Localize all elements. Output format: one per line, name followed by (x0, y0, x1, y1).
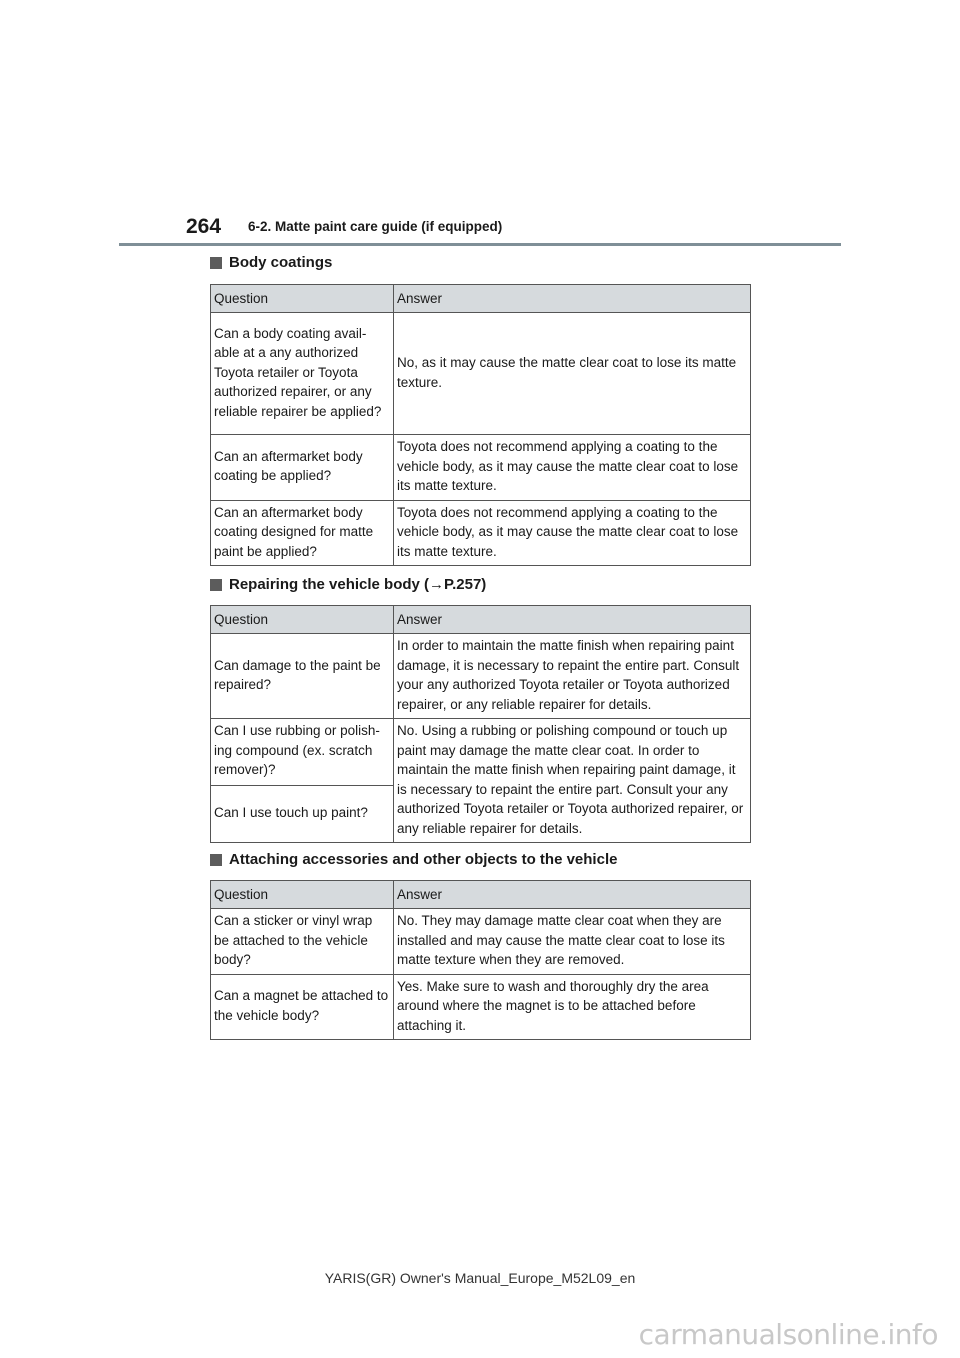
column-header-answer: Answer (394, 606, 751, 634)
column-header-answer: Answer (394, 285, 751, 313)
table-row (211, 313, 751, 435)
section-title: 6-2. Matte paint care guide (if equipped) (248, 219, 503, 234)
subhead-label: Attaching accessories and other objects to the vehicle (229, 851, 618, 868)
column-header-question: Question (211, 881, 394, 909)
question-cell: Can a body coating avail-able at a any authorized Toyota retailer or Toyota authorized repairer, or any reliable repairer be applied? (211, 313, 394, 435)
table-row (211, 435, 751, 501)
table-row (211, 909, 751, 975)
answer-cell: No. They may damage matte clear coat when they are installed and may cause the matte clear coat to lose its matte texture when they are removed. (394, 909, 751, 975)
repairing-table (210, 605, 751, 843)
question-cell: Can an aftermarket body coating designed for matte paint be applied? (211, 500, 394, 566)
table-row (211, 974, 751, 1040)
answer-cell: No. Using a rubbing or polishing compound or touch up paint may damage the matte clear coat. In order to maintain the matte finish when repairing paint damage, it is necessary to repaint the entire part. Consult your any authorized Toyota retailer or Toyota authorized repairer, or any reliable repairer for details. (394, 719, 751, 843)
header-rule (119, 243, 841, 246)
bullet-square-icon (210, 854, 222, 866)
table-row (211, 500, 751, 566)
answer-cell: No, as it may cause the matte clear coat to lose its matte texture. (394, 313, 751, 435)
body-coatings-table (210, 284, 751, 566)
subhead-body-coatings (210, 254, 332, 271)
footer-manual-id: YARIS(GR) Owner's Manual_Europe_M52L09_en (324, 1270, 636, 1286)
bullet-square-icon (210, 257, 222, 269)
table-row (211, 719, 751, 786)
question-cell: Can a sticker or vinyl wrap be attached to the vehicle body? (211, 909, 394, 975)
column-header-question: Question (211, 285, 394, 313)
answer-cell: In order to maintain the matte finish when repairing paint damage, it is necessary to repaint the entire part. Consult your any authorized Toyota retailer or Toyota authorized repairer, or any reliable repairer for details. (394, 634, 751, 719)
question-cell: Can I use rubbing or polish-ing compound (ex. scratch remover)? (211, 719, 394, 786)
question-cell: Can I use touch up paint? (211, 786, 394, 843)
page-number: 264 (186, 215, 222, 238)
question-cell: Can damage to the paint be repaired? (211, 634, 394, 719)
subhead-label: Repairing the vehicle body (→P.257) (229, 576, 487, 593)
bullet-square-icon (210, 579, 222, 591)
answer-cell: Toyota does not recommend applying a coating to the vehicle body, as it may cause the matte clear coat to lose its matte texture. (394, 500, 751, 566)
column-header-question: Question (211, 606, 394, 634)
question-cell: Can an aftermarket body coating be applied? (211, 435, 394, 501)
answer-cell: Yes. Make sure to wash and thoroughly dry the area around where the magnet is to be attached before attaching it. (394, 974, 751, 1040)
subhead-repairing (210, 576, 486, 593)
table-header-row (211, 881, 751, 909)
answer-cell: Toyota does not recommend applying a coating to the vehicle body, as it may cause the matte clear coat to lose its matte texture. (394, 435, 751, 501)
table-header-row (211, 606, 751, 634)
table-header-row (211, 285, 751, 313)
subhead-label: Body coatings (229, 254, 333, 271)
attaching-table (210, 880, 751, 1040)
column-header-answer: Answer (394, 881, 751, 909)
table-row (211, 634, 751, 719)
question-cell: Can a magnet be attached to the vehicle body? (211, 974, 394, 1040)
subhead-attaching (210, 851, 617, 868)
watermark: carmanualsonline.info (638, 1318, 938, 1351)
